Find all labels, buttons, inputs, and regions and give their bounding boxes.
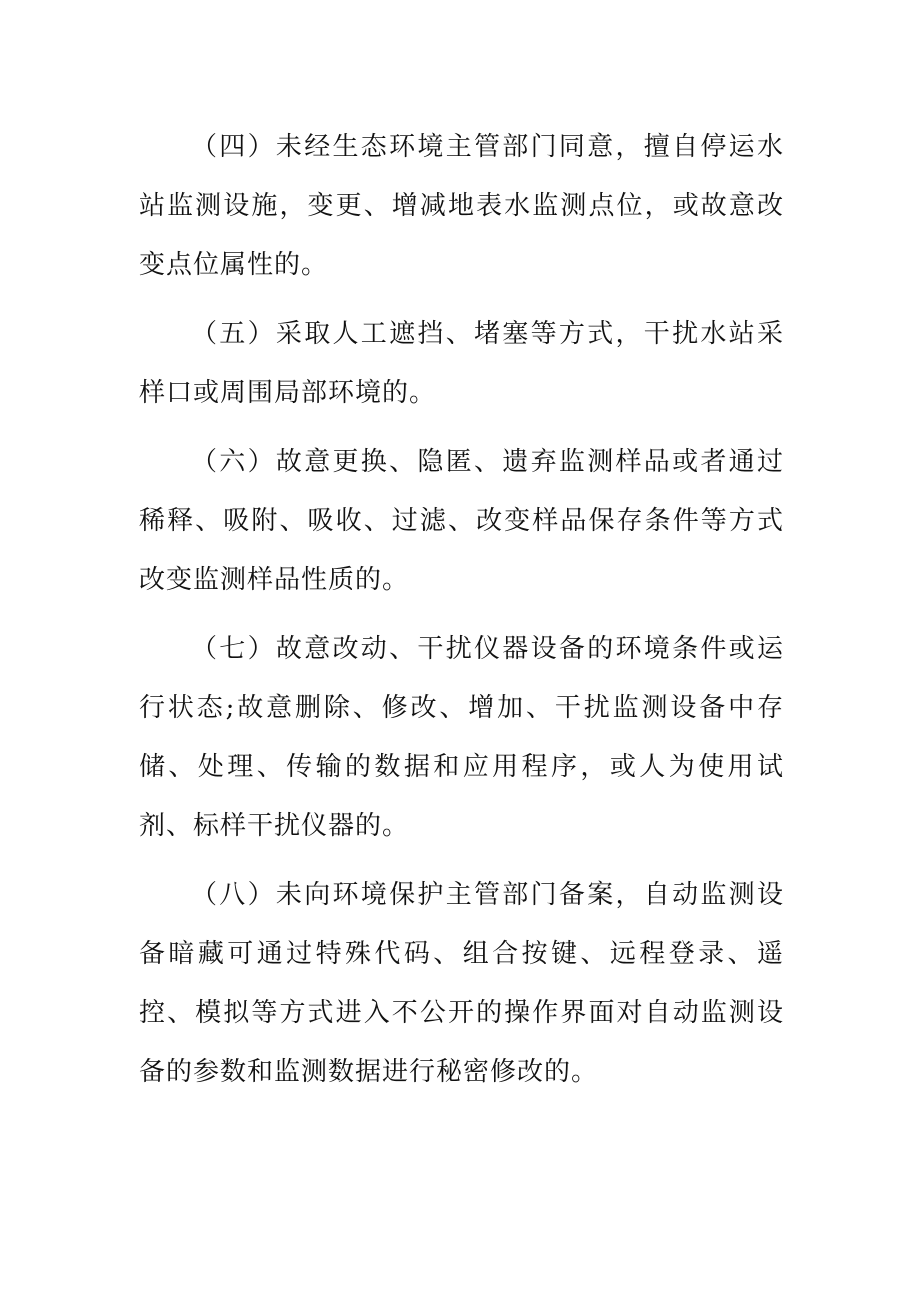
paragraph-6: （六）故意更换、隐匿、遗弃监测样品或者通过稀释、吸附、吸收、过滤、改变样品保存条件等方式改变监测样品性质的。	[139, 447, 784, 595]
document-body	[139, 118, 784, 1112]
paragraph-7: （七）故意改动、干扰仪器设备的环境条件或运行状态;故意删除、修改、增加、干扰监测设备中存储、处理、传输的数据和应用程序，或人为使用试剂、标样干扰仪器的。	[139, 634, 784, 841]
paragraph-4: （四）未经生态环境主管部门同意，擅自停运水站监测设施，变更、增减地表水监测点位，或故意改变点位属性的。	[139, 132, 784, 280]
paragraph-8: （八）未向环境保护主管部门备案，自动监测设备暗藏可通过特殊代码、组合按键、远程登录、遥控、模拟等方式进入不公开的操作界面对自动监测设备的参数和监测数据进行秘密修改的。	[139, 880, 784, 1087]
paragraph-5: （五）采取人工遮挡、堵塞等方式，干扰水站采样口或周围局部环境的。	[139, 319, 784, 408]
